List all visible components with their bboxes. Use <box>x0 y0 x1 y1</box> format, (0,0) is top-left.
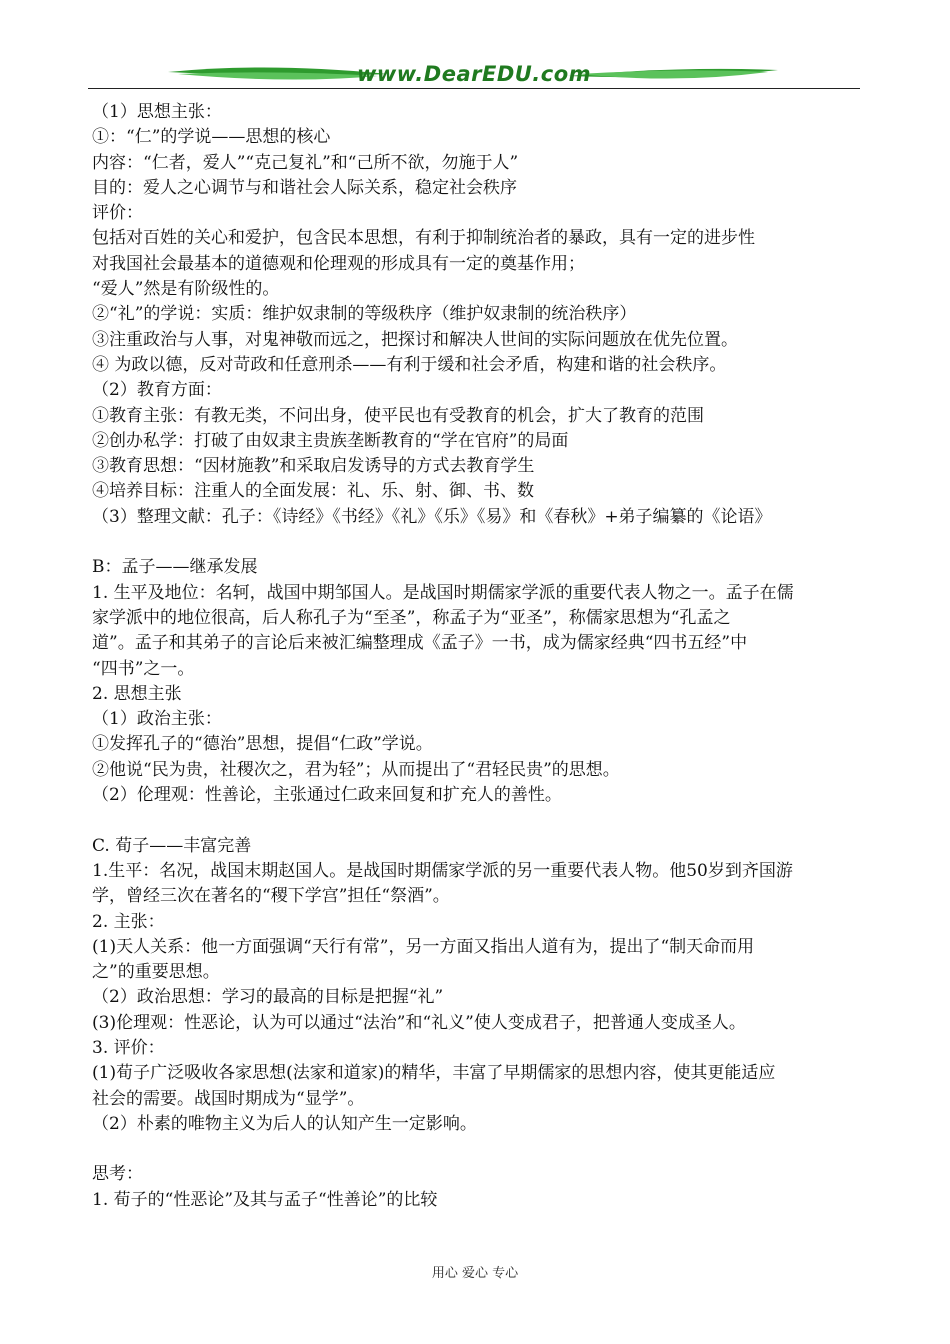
text-line: ③注重政治与人事，对鬼神敬而远之，把探讨和解决人世间的实际问题放在优先位置。 <box>92 329 738 350</box>
text-line: “四书”之一。 <box>92 658 195 679</box>
text-line: 1. 生平及地位：名轲，战国中期邹国人。是战国时期儒家学派的重要代表人物之一。孟子在儒 <box>92 582 794 603</box>
text-line: 1. 荀子的“性恶论”及其与孟子“性善论”的比较 <box>92 1189 438 1210</box>
text-line: 学，曾经三次在著名的“稷下学宫”担任“祭酒”。 <box>92 886 450 907</box>
text-line: (1)荀子广泛吸收各家思想(法家和道家)的精华，丰富了早期儒家的思想内容，使其更能适应 <box>92 1063 776 1084</box>
text-line: C. 荀子——丰富完善 <box>92 835 252 856</box>
text-line: 之”的重要思想。 <box>92 962 220 983</box>
text-line: ①教育主张：有教无类，不问出身，使平民也有受教育的机会，扩大了教育的范围 <box>92 405 704 426</box>
text-line: （2）教育方面： <box>92 380 222 401</box>
text-line: （1）思想主张： <box>92 102 222 122</box>
text-line: B：孟子——继承发展 <box>92 557 258 578</box>
text-line: ④ 为政以德，反对苛政和任意刑杀——有利于缓和社会矛盾，构建和谐的社会秩序。 <box>92 354 727 375</box>
text-line: ④培养目标：注重人的全面发展：礼、乐、射、御、书、数 <box>92 481 534 502</box>
text-line: 包括对百姓的关心和爱护，包含民本思想，有利于抑制统治者的暴政，具有一定的进步性 <box>92 228 755 249</box>
header-rule <box>88 88 860 89</box>
site-header-banner <box>88 58 860 92</box>
text-line: ②创办私学：打破了由奴隶主贵族垄断教育的“学在官府”的局面 <box>92 430 569 451</box>
text-line: （3）整理文献：孔子：《诗经》《书经》《礼》《乐》《易》和《春秋》+弟子编纂的《论语》 <box>92 506 772 527</box>
text-line: 3. 评价： <box>92 1037 165 1058</box>
text-line: （2）伦理观：性善论，主张通过仁政来回复和扩充人的善性。 <box>92 785 562 806</box>
text-line: 评价： <box>92 203 143 224</box>
text-line: (1)天人关系：他一方面强调“天行有常”，另一方面又指出人道有为，提出了“制天命而用 <box>92 936 755 957</box>
text-line: （1）政治主张： <box>92 709 222 730</box>
text-line: （2）政治思想：学习的最高的目标是把握“礼” <box>92 987 444 1008</box>
text-line: 社会的需要。战国时期成为“显学”。 <box>92 1088 365 1109</box>
text-line: 2. 主张： <box>92 911 165 932</box>
text-line: ②“礼”的学说：实质：维护奴隶制的等级秩序（维护奴隶制的统治秩序） <box>92 304 637 325</box>
text-line: 对我国社会最基本的道德观和伦理观的形成具有一定的奠基作用； <box>92 253 585 274</box>
text-line: ②他说“民为贵，社稷次之，君为轻”；从而提出了“君轻民贵”的思想。 <box>92 759 620 780</box>
text-line: 道”。孟子和其弟子的言论后来被汇编整理成《孟子》一书，成为儒家经典“四书五经”中 <box>92 633 748 654</box>
text-line: “爱人”然是有阶级性的。 <box>92 279 280 300</box>
text-line: 2. 思想主张 <box>92 683 182 704</box>
blank-line <box>92 530 862 555</box>
text-line: 1.生平：名况，战国末期赵国人。是战国时期儒家学派的另一重要代表人物。他50岁到齐国游 <box>92 860 793 881</box>
site-logo-text: www.DearEDU.com <box>356 62 592 86</box>
text-line: 目的：爱人之心调节与和谐社会人际关系，稳定社会秩序 <box>92 177 517 198</box>
text-line: ①发挥孔子的“德治”思想，提倡“仁政”学说。 <box>92 734 433 755</box>
text-line: ①：“仁”的学说——思想的核心 <box>92 127 331 148</box>
text-line: (3)伦理观：性恶论，认为可以通过“法治”和“礼义”使人变成君子，把普通人变成圣人。 <box>92 1012 746 1033</box>
page-footer: 用心 爱心 专心 <box>431 1266 519 1281</box>
blank-line <box>92 1137 862 1162</box>
text-line: 内容：“仁者，爱人”“克己复礼”和“己所不欲，勿施于人” <box>92 152 519 173</box>
text-line: ③教育思想：“因材施教”和采取启发诱导的方式去教育学生 <box>92 456 535 477</box>
document-body <box>92 100 862 1213</box>
text-line: （2）朴素的唯物主义为后人的认知产生一定影响。 <box>92 1113 477 1134</box>
text-line: 思考： <box>92 1164 143 1185</box>
blank-line <box>92 808 862 833</box>
text-line: 家学派中的地位很高，后人称孔子为“至圣”，称孟子为“亚圣”，称儒家思想为“孔孟之 <box>92 607 731 628</box>
